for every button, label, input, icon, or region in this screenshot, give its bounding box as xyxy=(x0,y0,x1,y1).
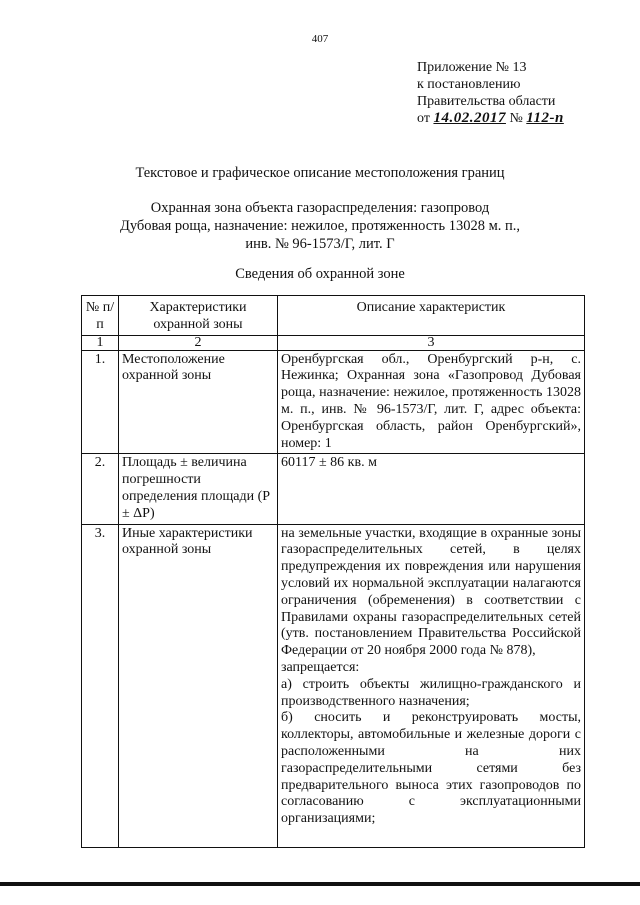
appendix-line-1: Приложение № 13 xyxy=(417,60,527,75)
column-number: 3 xyxy=(278,335,585,350)
document-title: Текстовое и графическое описание местоположения границ xyxy=(135,165,505,181)
page-number: 407 xyxy=(311,33,329,45)
description-paragraph: запрещается: xyxy=(281,659,360,675)
section-title: Сведения об охранной зоне xyxy=(235,266,405,282)
column-number-row xyxy=(82,335,585,350)
handwritten-number: 112-п xyxy=(526,110,564,126)
row-characteristic: Площадь ± величина погрешности определения площади (P ± ΔP) xyxy=(119,454,278,524)
description-paragraph: на земельные участки, входящие в охранные зоны газораспределительных сетей, в целях предупреждения их повреждения или нарушения условий их нормальной эксплуатации налагаются ограничения (обременения) в соответствии с Правилами охраны газораспределительных сетей (утв. постановлением Правительства Российской Федерации от 20 ноября 2000 года № 878), xyxy=(281,525,581,659)
table-row xyxy=(82,524,585,847)
row-description: Оренбургская обл., Оренбургский р-н, с. Нежинка; Охранная зона «Газопровод Дубовая роща, назначение: нежилое, протяженность 13028 м. п., инв. № 96-1573/Г, лит. Г, адрес объекта: Оренбургская область, район Оренбургский», номер: 1 xyxy=(278,350,585,454)
description-paragraph: а) строить объекты жилищно-гражданского и производственного назначения; xyxy=(281,676,581,709)
table-row xyxy=(82,454,585,524)
row-description xyxy=(278,524,585,847)
row-number: 1. xyxy=(82,350,119,454)
subtitle-line-3: инв. № 96-1573/Г, лит. Г xyxy=(245,236,395,252)
header-number: № п/п xyxy=(82,296,119,336)
description-paragraph: б) сносить и реконструировать мосты, коллекторы, автомобильные и железные дороги с расположенными на них газораспределительными сетями без предварительного выноса этих газопроводов по согласованию с эксплуатационными организациями; xyxy=(281,710,581,827)
row-number: 2. xyxy=(82,454,119,524)
column-number: 1 xyxy=(82,335,119,350)
row-description: 60117 ± 86 кв. м xyxy=(278,454,585,524)
row-number: 3. xyxy=(82,524,119,847)
handwritten-date: 14.02.2017 xyxy=(433,110,506,126)
table-header-row xyxy=(82,296,585,336)
zone-table xyxy=(81,295,585,848)
row-characteristic: Иные характеристики охранной зоны xyxy=(119,524,278,847)
number-prefix: № xyxy=(509,111,523,126)
appendix-date-line xyxy=(417,110,564,127)
header-description: Описание характеристик xyxy=(278,296,585,336)
column-number: 2 xyxy=(119,335,278,350)
header-characteristic: Характеристики охранной зоны xyxy=(119,296,278,336)
subtitle-line-2: Дубовая роща, назначение: нежилое, протяженность 13028 м. п., xyxy=(119,218,521,234)
row-characteristic: Местоположение охранной зоны xyxy=(119,350,278,454)
appendix-block xyxy=(417,59,564,127)
bottom-divider xyxy=(0,882,640,886)
subtitle-line-1: Охранная зона объекта газораспределения: газопровод xyxy=(150,200,490,216)
appendix-line-3: Правительства области xyxy=(417,94,556,109)
table-row xyxy=(82,350,585,454)
date-prefix: от xyxy=(417,111,430,126)
appendix-line-2: к постановлению xyxy=(417,77,521,92)
